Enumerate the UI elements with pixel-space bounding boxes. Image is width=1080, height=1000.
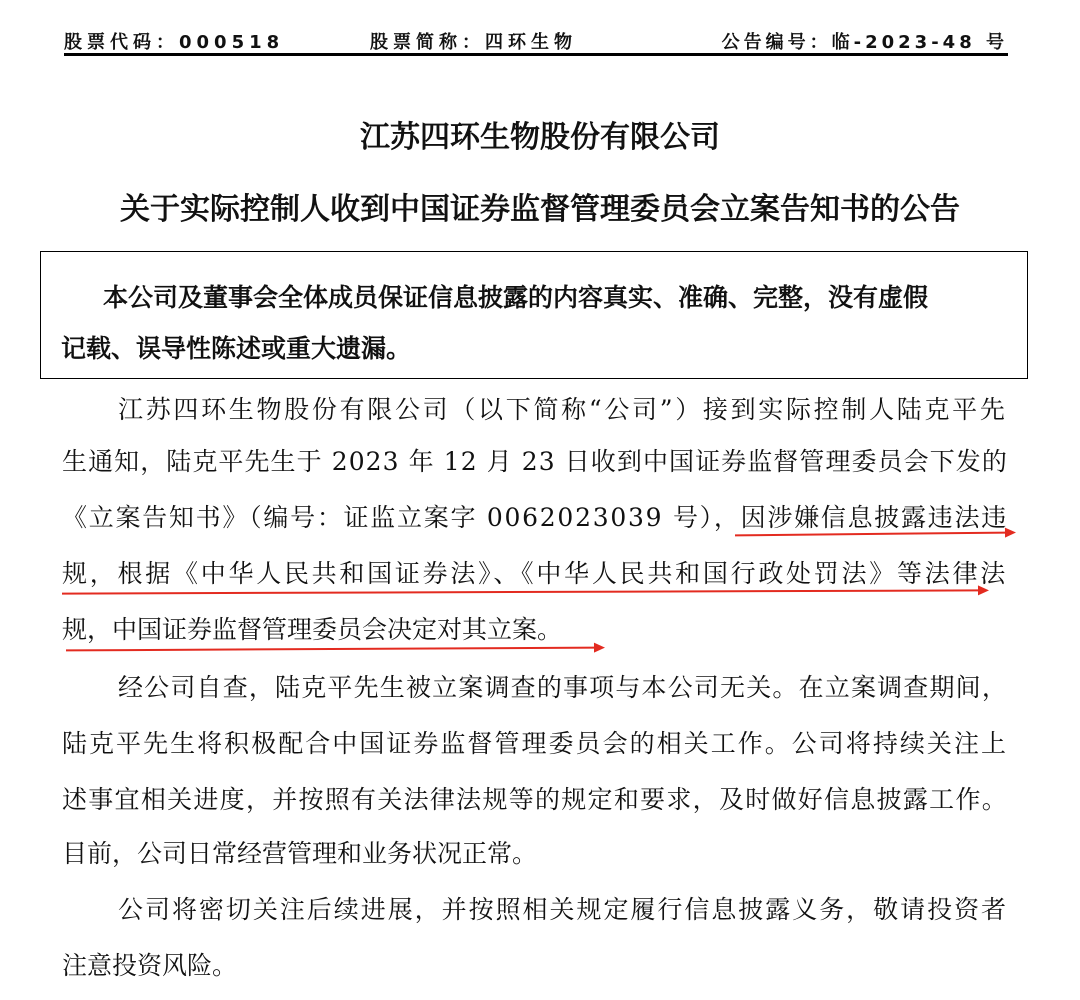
paragraph-2-line: 经公司自查，陆克平先生被立案调查的事项与本公司无关。在立案调查期间， <box>118 673 1009 702</box>
paragraph-1-line: 《立案告知书》（编号：证监立案字 0062023039 号），因涉嫌信息披露违法违 <box>62 503 1008 532</box>
disclaimer-line: 记载、误导性陈述或重大遗漏。 <box>61 334 412 363</box>
stock-abbreviation: 股票简称：四环生物 <box>370 32 577 53</box>
disclaimer-box <box>40 251 1028 379</box>
paragraph-2-line: 述事宜相关进度，并按照有关法律法规等的规定和要求，及时做好信息披露工作。 <box>62 785 1009 814</box>
company-name: 江苏四环生物股份有限公司 <box>360 120 720 155</box>
paragraph-1-line: 规，中国证券监督管理委员会决定对其立案。 <box>62 615 563 644</box>
stock-code: 股票代码：000518 <box>64 32 285 53</box>
paragraph-1-line: 江苏四环生物股份有限公司（以下简称“公司”）接到实际控制人陆克平先 <box>118 395 1008 424</box>
paragraph-3-line: 注意投资风险。 <box>62 951 238 980</box>
red-underline-annotation <box>66 647 596 652</box>
document-header <box>64 22 1008 56</box>
paragraph-1-line: 生通知，陆克平先生于 2023 年 12 月 23 日收到中国证券监督管理委员会下发的 <box>62 447 1008 476</box>
announcement-title: 关于实际控制人收到中国证券监督管理委员会立案告知书的公告 <box>120 192 960 227</box>
paragraph-3-line: 公司将密切关注后续进展，并按照相关规定履行信息披露义务，敬请投资者 <box>118 895 1009 924</box>
red-underline-annotation <box>62 589 980 594</box>
paragraph-2-line: 目前，公司日常经营管理和业务状况正常。 <box>62 839 538 868</box>
paragraph-1-line: 规，根据《中华人民共和国证券法》、《中华人民共和国行政处罚法》等法律法 <box>62 559 1009 588</box>
disclaimer-line: 本公司及董事会全体成员保证信息披露的内容真实、准确、完整，没有虚假 <box>103 283 929 312</box>
paragraph-2-line: 陆克平先生将积极配合中国证券监督管理委员会的相关工作。公司将持续关注上 <box>62 729 1009 758</box>
notice-number: 公告编号：临-2023-48 号 <box>721 32 1008 53</box>
